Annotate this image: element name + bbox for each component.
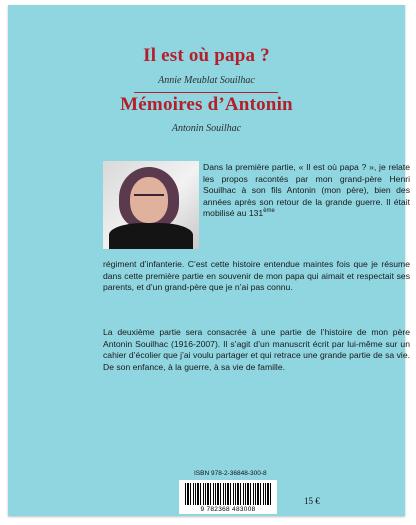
superscript-ordinal: ème [263,208,275,215]
second-part-title: Mémoires d’Antonin [120,94,293,115]
barcode-bars [185,483,271,505]
price-label: 15 € [304,496,320,506]
first-part-title: Il est où papa ? [143,45,270,66]
second-part-author: Antonin Souilhac [171,123,242,134]
first-part-author: Annie Meublat Souilhac [158,75,255,86]
title-divider [134,92,278,93]
book-back-cover [8,5,410,516]
blurb-paragraph-1-rest: régiment d’infanterie. C’est cette histoire entendue maintes fois que je résume dans cette première partie en souvenir de mon papa qui aimait et respectait ses parents, et d’un grand-père que je n’ai pas connu. [103,259,410,293]
barcode-number: 9 782368 483008 [200,506,256,513]
isbn-label: ISBN 978-2-36848-300-8 [194,470,267,477]
author-photo [103,161,199,249]
blurb-paragraph-1-top: Dans la première partie, « Il est où papa ? », je relate les propos racontés par mon grand-père Henri Souilhac à son fils Antonin (mon père), bien des années après son retour de la grande guerre. Il était mobilisé au 131ème [203,162,410,219]
barcode [179,480,277,514]
blurb-paragraph-2: La deuxième partie sera consacrée à une partie de l’histoire de mon père Antonin Souilhac (1916-2007). Il s’agit d’un manuscrit écrit par lui-même sur un cahier d’écolier que j’ai voulu partager et qui retrace une grande partie de sa vie. De son enfance, à la guerre, à sa vie de famille. [103,327,410,372]
